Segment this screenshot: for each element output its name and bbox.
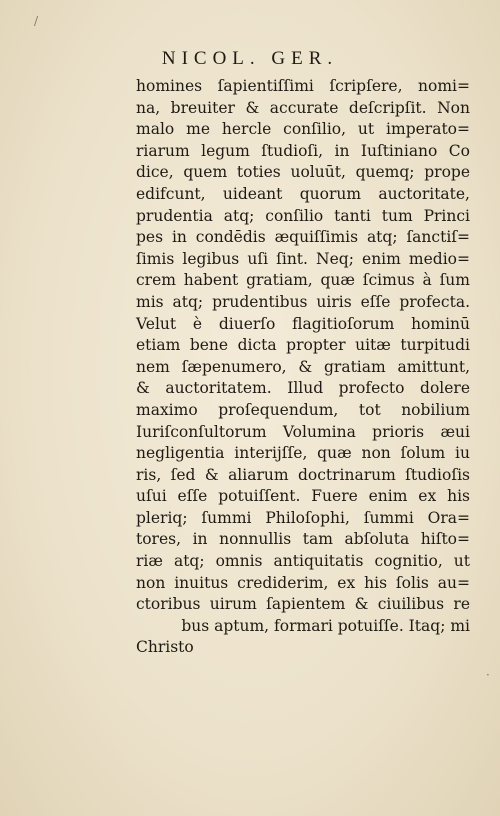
catchword: Christo	[136, 638, 194, 657]
margin-mark: /	[34, 14, 39, 28]
text-line: pleriq; ſummi Philoſophi, ſummi Ora=	[136, 508, 470, 527]
text-line: malo me hercle conſilio, ut imperato=	[136, 120, 470, 139]
margin-dot: ·	[486, 668, 490, 682]
text-line: edifcunt, uideant quorum auctoritate,	[136, 184, 470, 203]
text-line: Iuriſconſultorum Volumina prioris æui	[136, 422, 470, 441]
text-line: tores, in nonnullis tam abſoluta hiſto=	[136, 530, 470, 549]
text-line: pes in condēdis æquiſſimis atq; ſanctiſ=	[136, 228, 470, 247]
text-line: homines ſapientiſſimi ſcripſere, nomi=	[136, 77, 470, 95]
text-line: ris, ſed & aliarum doctrinarum ſtudioſis	[136, 465, 470, 484]
text-line: uſui eſſe potuiſſent. Fuere enim ex his	[136, 487, 470, 506]
text-line: ſimis legibus uſi ſint. Neq; enim medio=	[136, 249, 470, 268]
text-line: negligentia interijſſe, quæ non ſolum iu	[136, 444, 470, 463]
text-line: riarum legum ſtudioſi, in Iuſtiniano Co	[136, 141, 470, 160]
text-line: riæ atq; omnis antiquitatis cognitio, ut	[136, 552, 470, 571]
text-line: non inuitus crediderim, ex his ſolis au=	[136, 573, 470, 592]
text-line: crem habent gratiam, quæ ſcimus à ſum	[136, 271, 470, 290]
text-line: nem ſæpenumero, & gratiam amittunt,	[136, 357, 470, 376]
text-line: prudentia atq; conſilio tanti tum Princi	[136, 206, 470, 225]
text-line: etiam bene dicta propter uitæ turpitudi	[136, 336, 470, 355]
text-line: mis atq; prudentibus uiris eſſe profecta.	[136, 292, 470, 311]
running-head: NICOL. GER.	[161, 48, 339, 69]
text-line: Velut è diuerſo flagitioſorum hominū	[136, 314, 470, 333]
text-line: ctoribus uirum ſapientem & ciuilibus re	[136, 595, 470, 614]
text-block	[136, 76, 470, 659]
text-line: maximo proſequendum, tot nobilium	[136, 400, 470, 419]
text-line: na, breuiter & accurate deſcripſit. Non	[136, 98, 470, 117]
text-line: bus aptum, formari potuiſſe. Itaq; mi	[181, 616, 470, 635]
text-line: dice, quem toties uoluūt, quemq; prope	[136, 163, 470, 182]
text-line: & auctoritatem. Illud profecto dolere	[136, 379, 470, 398]
